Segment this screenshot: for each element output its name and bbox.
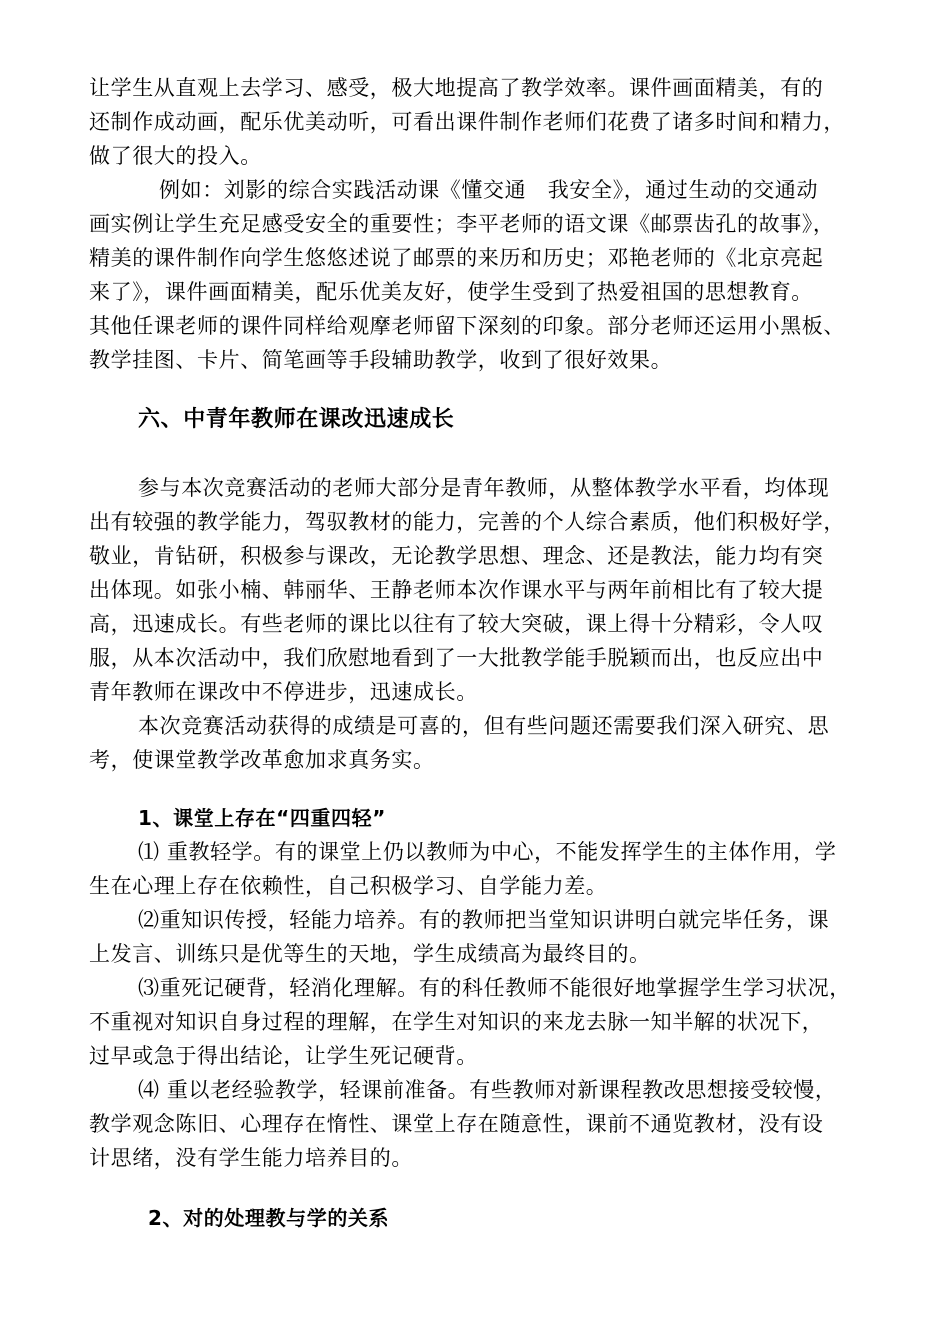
paragraph-line: 精美的课件制作向学生悠悠述说了邮票的来历和历史；邓艳老师的《北京亮起	[89, 246, 824, 270]
paragraph-line: 做了很大的投入。	[89, 144, 262, 168]
section-heading: 六、中青年教师在课改迅速成长	[138, 407, 455, 432]
paragraph-line: 服，从本次活动中，我们欣慰地看到了一大批教学能手脱颖而出，也反应出中	[89, 646, 824, 670]
paragraph-line: 出体现。如张小楠、韩丽华、王静老师本次作课水平与两年前相比有了较大提	[89, 578, 824, 602]
list-item-line: ⑶重死记硬背，轻消化理解。有的科任教师不能很好地掌握学生学习状况，	[138, 976, 851, 1000]
subsection-heading: 1、课堂上存在“四重四轻”	[138, 806, 387, 830]
list-item-line: 生在心理上存在依赖性，自己积极学习、自学能力差。	[89, 874, 608, 898]
paragraph-line: 参与本次竞赛活动的老师大部分是青年教师，从整体教学水平看，均体现	[138, 476, 830, 500]
list-item-line: 不重视对知识自身过程的理解，在学生对知识的来龙去脉一知半解的状况下，	[89, 1010, 824, 1034]
list-item-line: 计思绪，没有学生能力培养目的。	[89, 1146, 413, 1170]
paragraph-line: 其他任课老师的课件同样给观摩老师留下深刻的印象。部分老师还运用小黑板、	[89, 314, 845, 338]
list-item-line: ⑴ 重教轻学。有的课堂上仍以教师为中心，不能发挥学生的主体作用，学	[138, 840, 837, 864]
paragraph-line: 画实例让学生充足感受安全的重要性；李平老师的语文课《邮票齿孔的故事》，	[89, 212, 835, 236]
paragraph-line: 考，使课堂教学改革愈加求真务实。	[89, 748, 435, 772]
paragraph-line: 例如：刘影的综合实践活动课《懂交通 我安全》，通过生动的交通动	[159, 178, 819, 202]
paragraph-line: 本次竞赛活动获得的成绩是可喜的，但有些问题还需要我们深入研究、思	[138, 714, 830, 738]
paragraph-line: 出有较强的教学能力，驾驭教材的能力，完善的个人综合素质，他们积极好学，	[89, 510, 845, 534]
list-item-line: ⑷ 重以老经验教学，轻课前准备。有些教师对新课程教改思想接受较慢，	[138, 1078, 837, 1102]
paragraph-line: 教学挂图、卡片、简笔画等手段辅助教学，收到了很好效果。	[89, 348, 673, 372]
paragraph-line: 让学生从直观上去学习、感受，极大地提高了教学效率。课件画面精美，有的	[89, 76, 824, 100]
paragraph-line: 高，迅速成长。有些老师的课比以往有了较大突破，课上得十分精彩，令人叹	[89, 612, 824, 636]
subsection-heading: 2、对的处理教与学的关系	[148, 1206, 390, 1230]
paragraph-line: 还制作成动画，配乐优美动听，可看出课件制作老师们花费了诸多时间和精力，	[89, 110, 845, 134]
paragraph-line: 来了》，课件画面精美，配乐优美友好，使学生受到了热爱祖国的思想教育。	[89, 280, 813, 304]
list-item-line: 教学观念陈旧、心理存在惰性、课堂上存在随意性，课前不通览教材，没有设	[89, 1112, 824, 1136]
paragraph-line: 敬业，肯钻研，积极参与课改，无论教学思想、理念、还是教法，能力均有突	[89, 544, 824, 568]
list-item-line: 过早或急于得出结论，让学生死记硬背。	[89, 1044, 478, 1068]
paragraph-line: 青年教师在课改中不停进步，迅速成长。	[89, 680, 478, 704]
list-item-line: 上发言、训练只是优等生的天地，学生成绩高为最终目的。	[89, 942, 651, 966]
list-item-line: ⑵重知识传授，轻能力培养。有的教师把当堂知识讲明白就完毕任务，课	[138, 908, 830, 932]
